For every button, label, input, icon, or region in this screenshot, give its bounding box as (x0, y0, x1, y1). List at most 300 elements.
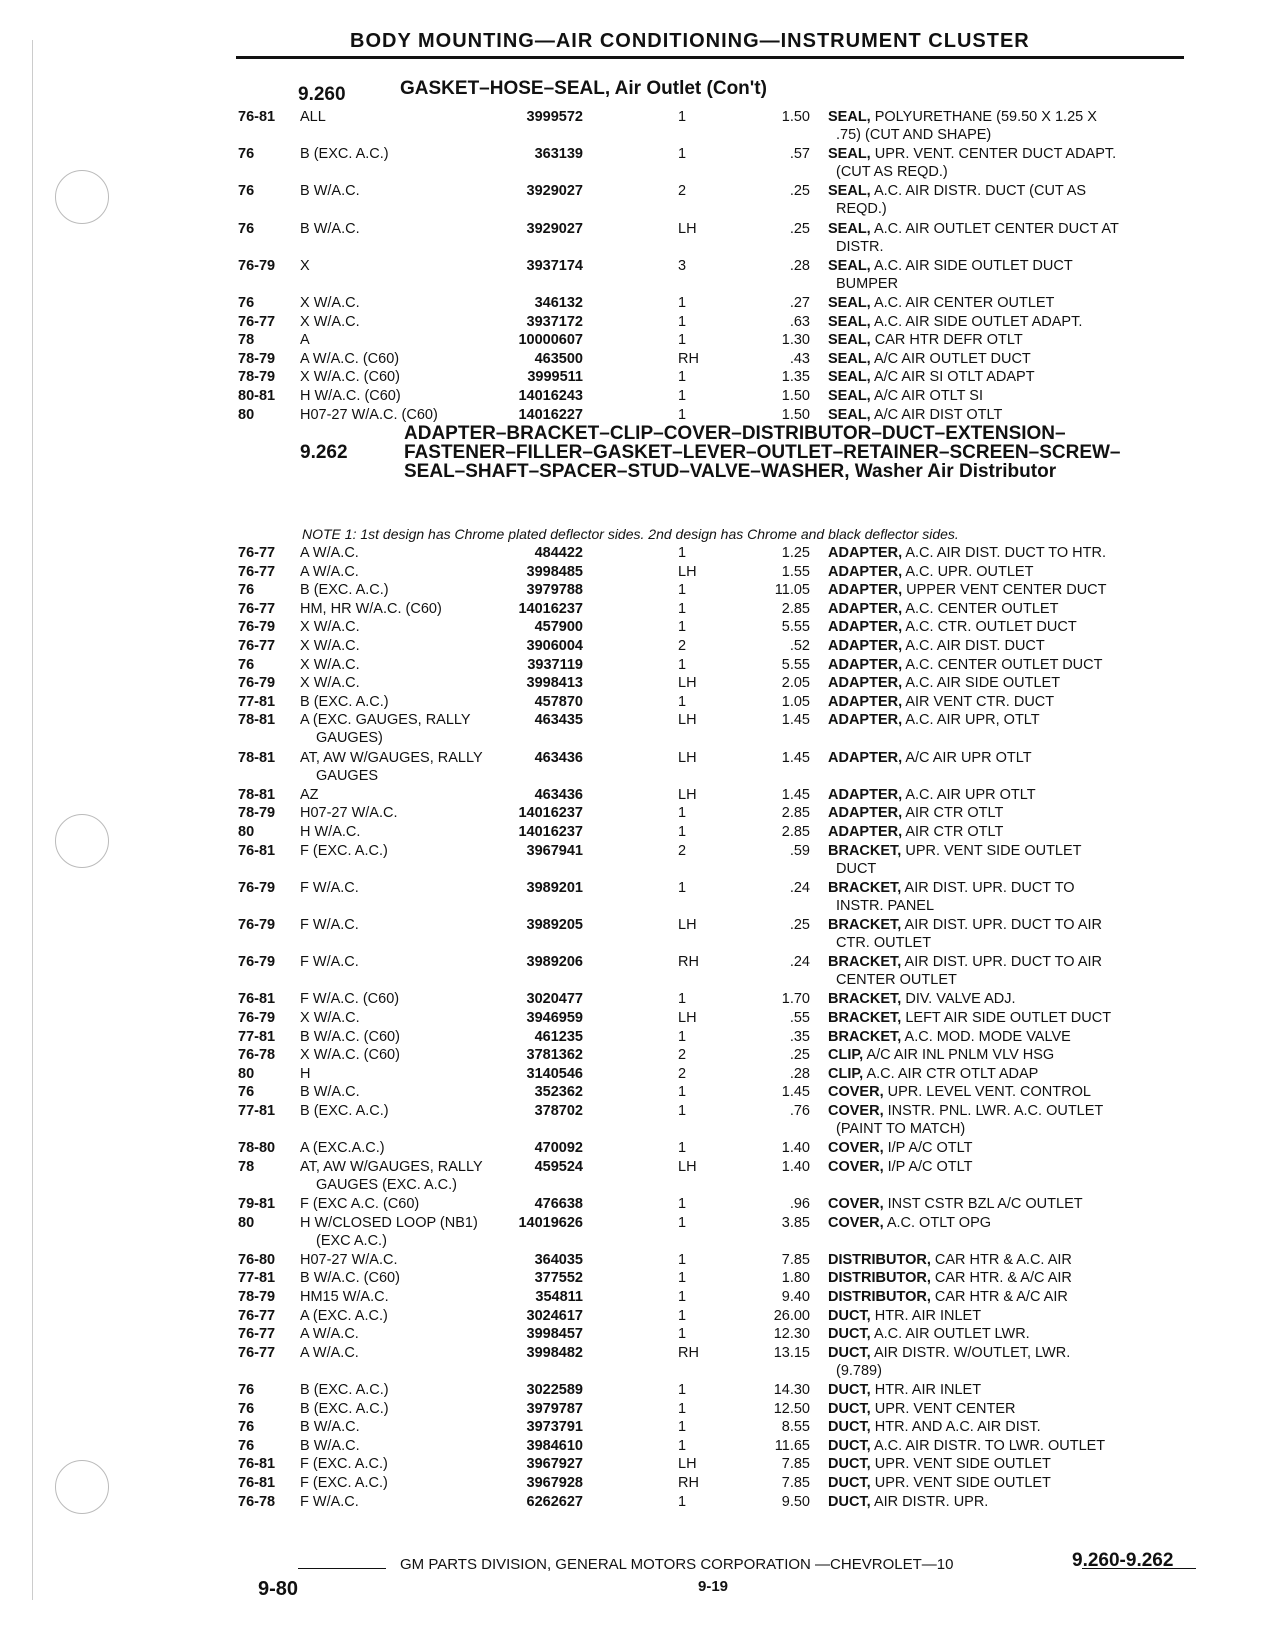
application: B W/A.C. (C60) (300, 1270, 400, 1287)
part-desc: A.C. UPR. OUTLET (905, 563, 1034, 580)
description-cont: INSTR. PANEL (836, 897, 935, 914)
model-year: 78-79 (238, 369, 276, 386)
description (828, 1325, 1030, 1343)
table-row (238, 387, 1208, 405)
part-name: SEAL, (828, 313, 871, 330)
application: A (EXC. A.C.) (300, 1307, 388, 1324)
description (828, 1307, 981, 1325)
quantity: LH (678, 749, 697, 766)
description (828, 786, 1036, 804)
model-year: 76-77 (238, 563, 276, 580)
table-row (238, 294, 1208, 312)
model-year: 76-77 (238, 1307, 276, 1324)
part-number: 378702 (534, 1103, 583, 1119)
price: .43 (789, 350, 810, 367)
description (828, 1195, 1083, 1213)
price: 2.05 (781, 675, 810, 692)
model-year: 76-79 (238, 257, 276, 274)
part-name: ADAPTER, (828, 619, 903, 636)
price: .28 (789, 1065, 810, 1082)
price: .59 (789, 842, 810, 859)
description (828, 1102, 1103, 1120)
description (828, 1288, 1068, 1306)
part-desc: AIR DIST. UPR. DUCT TO AIR (904, 954, 1102, 971)
part-name: ADAPTER, (828, 805, 903, 822)
application: X W/A.C. (C60) (300, 369, 400, 386)
quantity: 1 (678, 146, 687, 163)
title-rule (236, 56, 1184, 59)
part-number: 3906004 (526, 638, 583, 654)
footer-range: 9.260-9.262 (1072, 1550, 1174, 1571)
application: F (EXC A.C. (C60) (300, 1196, 420, 1212)
application: X W/A.C. (300, 313, 360, 330)
table-row (238, 749, 1208, 784)
quantity: 1 (678, 388, 687, 404)
quantity: LH (678, 1010, 697, 1026)
quantity: LH (678, 1158, 697, 1175)
price: 1.35 (781, 369, 810, 386)
section-number: 9.260 (298, 84, 346, 105)
application-cont: GAUGES (316, 767, 379, 784)
quantity: LH (678, 220, 697, 237)
part-desc: A/C AIR INL PNLM VLV HSG (866, 1047, 1055, 1064)
part-name: ADAPTER, (828, 656, 903, 673)
part-number: 14016237 (518, 824, 583, 840)
model-year: 76-80 (238, 1251, 276, 1268)
model-year: 76-77 (238, 545, 276, 561)
table-row (238, 1455, 1208, 1473)
part-number: 3022589 (526, 1382, 583, 1398)
quantity: 1 (678, 1196, 687, 1212)
application: F W/A.C. (300, 879, 359, 896)
model-year: 79-81 (238, 1196, 276, 1212)
description (828, 1400, 1015, 1418)
model-year: 77-81 (238, 1028, 276, 1045)
part-number: 3967927 (526, 1456, 583, 1473)
part-number: 3989201 (526, 879, 583, 896)
part-desc: CAR HTR & A.C. AIR (934, 1251, 1072, 1268)
part-name: ADAPTER, (828, 675, 903, 692)
application: X W/A.C. (300, 1010, 360, 1026)
part-desc: LEFT AIR SIDE OUTLET DUCT (905, 1010, 1112, 1026)
table-row (238, 1288, 1208, 1306)
price: 7.85 (781, 1475, 810, 1491)
description (828, 1214, 991, 1232)
part-number: 3929027 (526, 220, 583, 237)
table-row (238, 879, 1208, 914)
model-year: 76-81 (238, 1475, 276, 1491)
part-number: 3999572 (526, 109, 583, 125)
table-row (238, 656, 1208, 674)
application: F W/A.C. (300, 954, 359, 971)
quantity: 1 (678, 1103, 687, 1119)
quantity: 1 (678, 1251, 687, 1268)
description (828, 618, 1077, 636)
description (828, 1344, 1070, 1362)
part-name: CLIP, (828, 1047, 864, 1064)
model-year: 78-81 (238, 749, 276, 766)
part-desc: UPR. VENT CENTER (874, 1400, 1016, 1417)
model-year: 76-79 (238, 619, 276, 636)
quantity: RH (678, 350, 699, 367)
description (828, 1009, 1111, 1027)
table-row (238, 1102, 1208, 1137)
table-row (238, 331, 1208, 349)
table-row (238, 1474, 1208, 1492)
price: 13.15 (773, 1344, 810, 1361)
part-number: 3989205 (526, 917, 583, 933)
part-name: BRACKET, (828, 1028, 902, 1045)
price: 3.85 (781, 1214, 810, 1231)
price: 1.45 (781, 1084, 810, 1101)
part-name: BRACKET, (828, 842, 902, 859)
quantity: RH (678, 1344, 699, 1361)
application: X W/A.C. (300, 295, 360, 311)
page-title: BODY MOUNTING—AIR CONDITIONING—INSTRUMENT CLUSTER (350, 30, 1030, 52)
table-row (238, 182, 1208, 218)
quantity: 1 (678, 1270, 687, 1287)
part-number: 476638 (534, 1196, 583, 1212)
table-row (238, 600, 1208, 618)
description (828, 563, 1033, 581)
model-year: 80 (238, 824, 255, 840)
part-number: 3929027 (526, 183, 583, 200)
quantity: 1 (678, 824, 687, 840)
part-number: 3999511 (527, 369, 583, 386)
description (828, 1474, 1051, 1492)
part-number: 459524 (534, 1158, 583, 1175)
table-row (238, 257, 1208, 292)
table-row (238, 108, 1208, 143)
part-desc: A.C. MOD. MODE VALVE (904, 1028, 1071, 1045)
part-desc: UPR. VENT. CENTER DUCT ADAPT. (874, 146, 1117, 163)
part-number: 3024617 (526, 1307, 583, 1324)
price: 11.65 (774, 1437, 810, 1454)
price: .28 (789, 257, 810, 274)
table-row (238, 637, 1208, 655)
model-year: 76-81 (238, 109, 276, 125)
application: F (EXC. A.C.) (300, 1475, 388, 1491)
part-number: 3989206 (526, 954, 583, 971)
application: AT, AW W/GAUGES, RALLY (300, 1158, 483, 1175)
quantity: 1 (678, 406, 687, 423)
part-number: 484422 (534, 545, 583, 561)
part-number: 14016227 (518, 406, 583, 423)
part-name: DUCT, (828, 1419, 871, 1436)
price: 1.50 (781, 406, 810, 423)
price: 8.55 (781, 1419, 810, 1436)
model-year: 76 (238, 1400, 255, 1417)
part-desc: UPR. VENT SIDE OUTLET (905, 842, 1082, 859)
quantity: 1 (678, 313, 687, 330)
price: 12.50 (773, 1400, 810, 1417)
application: F W/A.C. (C60) (300, 991, 400, 1008)
model-year: 76-77 (238, 638, 276, 654)
part-number: 3973791 (526, 1419, 583, 1436)
price: .76 (789, 1103, 810, 1119)
application: F (EXC. A.C.) (300, 842, 388, 859)
part-desc: A/C AIR DIST OTLT (873, 406, 1003, 423)
quantity: 1 (678, 582, 687, 599)
part-name: DISTRIBUTOR, (828, 1251, 931, 1268)
model-year: 78 (238, 1158, 255, 1175)
part-number: 3937119 (527, 656, 583, 673)
footer-rule (298, 1568, 386, 1569)
quantity: LH (678, 563, 697, 580)
part-name: SEAL, (828, 369, 871, 386)
application: H07-27 W/A.C. (300, 805, 398, 822)
model-year: 80 (238, 406, 255, 423)
application: B W/A.C. (300, 1419, 360, 1436)
application: B (EXC. A.C.) (300, 693, 389, 710)
table-row (238, 1418, 1208, 1436)
description-cont: REQD.) (836, 201, 887, 218)
price: 26.00 (773, 1307, 810, 1324)
quantity: 1 (678, 619, 687, 636)
price: .35 (789, 1028, 810, 1045)
table-row (238, 1214, 1208, 1249)
price: .57 (789, 146, 810, 163)
part-desc: AIR DISTR. W/OUTLET, LWR. (873, 1344, 1071, 1361)
part-desc: A.C. AIR OUTLET CENTER DUCT AT (873, 220, 1119, 237)
table-row (238, 1158, 1208, 1193)
price: 12.30 (773, 1326, 810, 1343)
model-year: 77-81 (238, 1270, 276, 1287)
table-row (238, 786, 1208, 804)
part-desc: UPR. VENT SIDE OUTLET (874, 1475, 1051, 1491)
price: 1.50 (781, 388, 810, 404)
table-row (238, 581, 1208, 599)
part-number: 364035 (534, 1251, 583, 1268)
quantity: 1 (678, 1140, 687, 1157)
model-year: 76 (238, 295, 255, 311)
price: 1.45 (781, 749, 810, 766)
model-year: 80-81 (238, 388, 276, 404)
table-row (238, 674, 1208, 692)
part-desc: A.C. AIR UPR, OTLT (905, 712, 1040, 729)
model-year: 76 (238, 1437, 255, 1454)
application: X W/A.C. (C60) (300, 1047, 400, 1064)
quantity: 1 (678, 1214, 687, 1231)
part-desc: UPPER VENT CENTER DUCT (906, 582, 1107, 599)
part-number: 463436 (534, 786, 583, 803)
description (828, 637, 1045, 655)
part-number: 352362 (534, 1084, 583, 1101)
description (828, 1381, 981, 1399)
description (828, 350, 1031, 368)
part-number: 10000607 (518, 332, 583, 349)
quantity: 1 (678, 1084, 687, 1101)
description (828, 693, 1054, 711)
binder-hole (55, 1460, 109, 1514)
description (828, 182, 1086, 200)
part-desc: A.C. CENTER OUTLET DUCT (905, 656, 1103, 673)
model-year: 76 (238, 220, 255, 237)
quantity: 1 (678, 805, 687, 822)
description (828, 1455, 1051, 1473)
table-row (238, 1307, 1208, 1325)
part-number: 14016243 (518, 388, 583, 404)
table-row (238, 1269, 1208, 1287)
price: .25 (789, 183, 810, 200)
application: A W/A.C. (300, 1344, 359, 1361)
model-year: 76-79 (238, 917, 276, 933)
part-name: ADAPTER, (828, 638, 903, 654)
description (828, 581, 1107, 599)
price: 2.85 (781, 805, 810, 822)
description-cont: DUCT (836, 860, 877, 877)
table-row (238, 693, 1208, 711)
part-desc: A.C. CTR. OUTLET DUCT (905, 619, 1077, 636)
part-number: 461235 (534, 1028, 583, 1045)
part-desc: A.C. AIR UPR OTLT (905, 786, 1036, 803)
table-row (238, 1251, 1208, 1269)
part-desc: I/P A/C OTLT (887, 1140, 973, 1157)
table-row (238, 350, 1208, 368)
application: A (300, 332, 310, 349)
part-number: 463436 (534, 749, 583, 766)
part-number: 3979788 (526, 582, 583, 599)
part-name: SEAL, (828, 332, 871, 349)
part-name: DISTRIBUTOR, (828, 1270, 931, 1287)
part-number: 3937172 (526, 313, 583, 330)
part-name: DUCT, (828, 1307, 871, 1324)
part-number: 463500 (534, 350, 583, 367)
part-desc: HTR. AND A.C. AIR DIST. (874, 1419, 1041, 1436)
quantity: 1 (678, 879, 687, 896)
part-name: SEAL, (828, 183, 871, 200)
price: .24 (789, 879, 810, 896)
description-cont: (CUT AS REQD.) (836, 164, 948, 181)
part-desc: A.C. AIR DIST. DUCT TO HTR. (905, 545, 1106, 561)
part-number: 377552 (534, 1270, 583, 1287)
price: .27 (789, 295, 810, 311)
price: 11.05 (774, 582, 810, 599)
part-desc: AIR DIST. UPR. DUCT TO (904, 879, 1075, 896)
part-name: DUCT, (828, 1493, 871, 1510)
table-row (238, 1065, 1208, 1083)
model-year: 77-81 (238, 693, 276, 710)
price: 1.70 (781, 991, 810, 1008)
table-row (238, 1344, 1208, 1379)
model-year: 76 (238, 656, 255, 673)
application: X W/A.C. (300, 656, 360, 673)
quantity: 2 (678, 183, 687, 200)
model-year: 76 (238, 1419, 255, 1436)
table-row (238, 842, 1208, 877)
part-desc: A.C. AIR SIDE OUTLET (905, 675, 1061, 692)
quantity: 3 (678, 257, 687, 274)
part-name: ADAPTER, (828, 786, 903, 803)
application: ALL (300, 109, 326, 125)
table-row (238, 1325, 1208, 1343)
application: F (EXC. A.C.) (300, 1456, 388, 1473)
table-row (238, 1493, 1208, 1511)
table-row (238, 1083, 1208, 1101)
description-cont: .75) (CUT AND SHAPE) (836, 127, 992, 143)
part-desc: A/C AIR OTLT SI (873, 388, 983, 404)
description (828, 145, 1116, 163)
part-desc: A.C. AIR DISTR. DUCT (CUT AS (873, 183, 1087, 200)
application: A W/A.C. (C60) (300, 350, 400, 367)
part-name: BRACKET, (828, 991, 902, 1008)
part-name: COVER, (828, 1214, 884, 1231)
application: B W/A.C. (C60) (300, 1028, 400, 1045)
part-number: 3967928 (526, 1475, 583, 1491)
price: 1.40 (781, 1158, 810, 1175)
model-year: 77-81 (238, 1103, 276, 1119)
part-name: DUCT, (828, 1344, 871, 1361)
description (828, 1158, 973, 1176)
application: H W/A.C. (300, 824, 361, 840)
description (828, 749, 1032, 767)
application: B W/A.C. (300, 1437, 360, 1454)
part-number: 346132 (534, 295, 583, 311)
table-row (238, 220, 1208, 255)
application: A W/A.C. (300, 545, 359, 561)
price: .55 (789, 1010, 810, 1026)
quantity: 1 (678, 693, 687, 710)
part-number: 3781362 (526, 1047, 583, 1064)
part-desc: A.C. AIR DISTR. TO LWR. OUTLET (873, 1437, 1106, 1454)
description (828, 220, 1119, 238)
price: 1.25 (781, 545, 810, 561)
application: H W/CLOSED LOOP (NB1) (300, 1214, 478, 1231)
table-row (238, 406, 1208, 424)
price: 1.05 (781, 693, 810, 710)
model-year: 78-81 (238, 712, 276, 729)
price: 1.55 (781, 563, 810, 580)
part-desc: AIR DIST. UPR. DUCT TO AIR (904, 917, 1102, 933)
model-year: 76-79 (238, 675, 276, 692)
model-year: 76 (238, 582, 255, 599)
part-name: CLIP, (828, 1065, 864, 1082)
part-number: 14016237 (518, 600, 583, 617)
table-row (238, 145, 1208, 181)
part-name: ADAPTER, (828, 749, 903, 766)
table-row (238, 1009, 1208, 1027)
table-row (238, 1028, 1208, 1046)
description (828, 656, 1102, 674)
model-year: 76-81 (238, 842, 276, 859)
part-name: DUCT, (828, 1475, 871, 1491)
part-number: 14019626 (518, 1214, 583, 1231)
quantity: 2 (678, 1065, 687, 1082)
description (828, 953, 1102, 971)
description (828, 406, 1002, 424)
price: 1.40 (781, 1140, 810, 1157)
part-number: 14016237 (518, 805, 583, 822)
model-year: 76-78 (238, 1493, 276, 1510)
footer-date: 9-80 (258, 1578, 299, 1600)
part-name: SEAL, (828, 220, 871, 237)
model-year: 76-77 (238, 1326, 276, 1343)
section-heading: GASKET–HOSE–SEAL, Air Outlet (Con't) (400, 78, 767, 99)
application: H W/A.C. (C60) (300, 388, 401, 404)
part-desc: HTR. AIR INLET (874, 1307, 982, 1324)
description (828, 313, 1082, 331)
description (828, 544, 1106, 562)
part-name: DUCT, (828, 1437, 871, 1454)
price: 5.55 (781, 619, 810, 636)
description (828, 387, 983, 405)
model-year: 76-79 (238, 1010, 276, 1026)
quantity: 1 (678, 545, 687, 561)
model-year: 80 (238, 1065, 255, 1082)
table-row (238, 1400, 1208, 1418)
part-name: SEAL, (828, 257, 871, 274)
part-number: 3946959 (526, 1010, 583, 1026)
